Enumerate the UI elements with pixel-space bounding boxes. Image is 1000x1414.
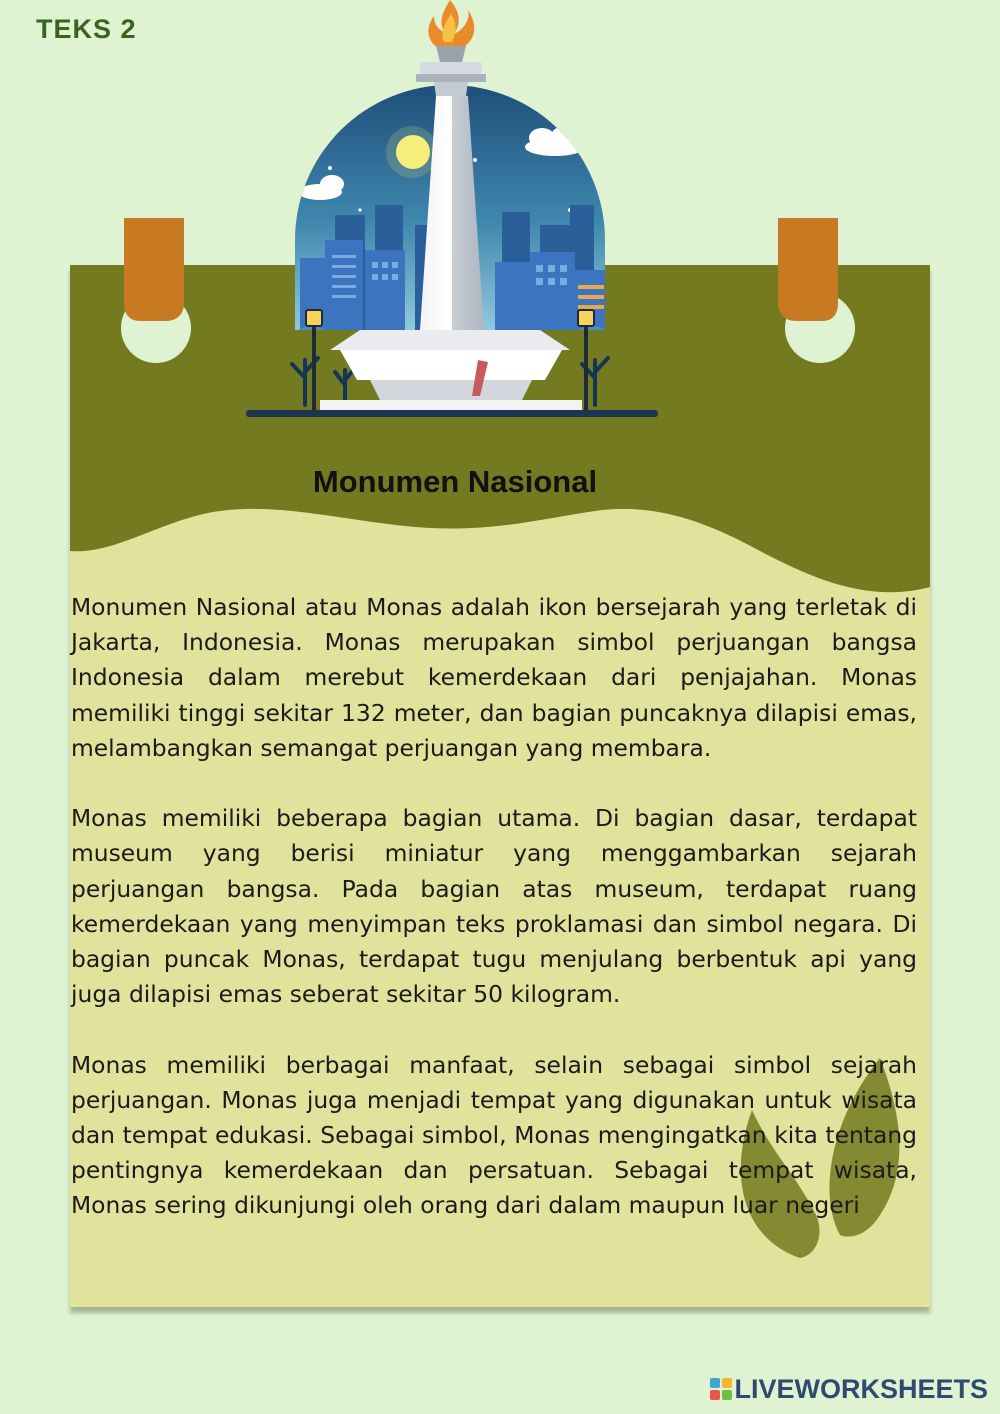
article-body — [71, 590, 917, 1259]
paragraph: Monas memiliki beberapa bagian utama. Di bagian dasar, terdapat museum yang berisi miniatur yang menggambarkan sejarah perjuangan bangsa. Pada bagian atas museum, terdapat ruang kemerdekaan yang menyimpan teks proklamasi dan simbol negara. Di bagian puncak Monas, terdapat tugu menjulang berbentuk api yang juga dilapisi emas seberat sekitar 50 kilogram. — [71, 804, 917, 1009]
right-hook-icon — [770, 215, 890, 365]
monas-monument-illustration — [240, 0, 660, 430]
left-hook-icon — [106, 215, 226, 365]
paragraph: Monumen Nasional atau Monas adalah ikon bersejarah yang terletak di Jakarta, Indonesia. Monas merupakan simbol perjuangan bangsa Indonesia dalam merebut kemerdekaan dari penjajahan. Monas memiliki tinggi sekitar 132 meter, dan bagian puncaknya dilapisi emas, melambangkan semangat perjuangan yang membara. — [71, 593, 917, 762]
liveworksheets-logo — [710, 1371, 988, 1407]
liveworksheets-logo-icon — [710, 1378, 732, 1400]
page-label: TEKS 2 — [36, 14, 137, 44]
paragraph: Monas memiliki berbagai manfaat, selain sebagai simbol sejarah perjuangan. Monas juga menjadi tempat yang digunakan untuk wisata dan tempat edukasi. Sebagai simbol, Monas mengingatkan kita tentang pentingnya kemerdekaan dan persatuan. Sebagai tempat wisata, Monas sering dikunjungi oleh orang dari dalam maupun luar negeri — [71, 1050, 917, 1220]
article-title: Monumen Nasional — [312, 464, 598, 499]
liveworksheets-brand-text: LIVEWORKSHEETS — [734, 1373, 988, 1404]
